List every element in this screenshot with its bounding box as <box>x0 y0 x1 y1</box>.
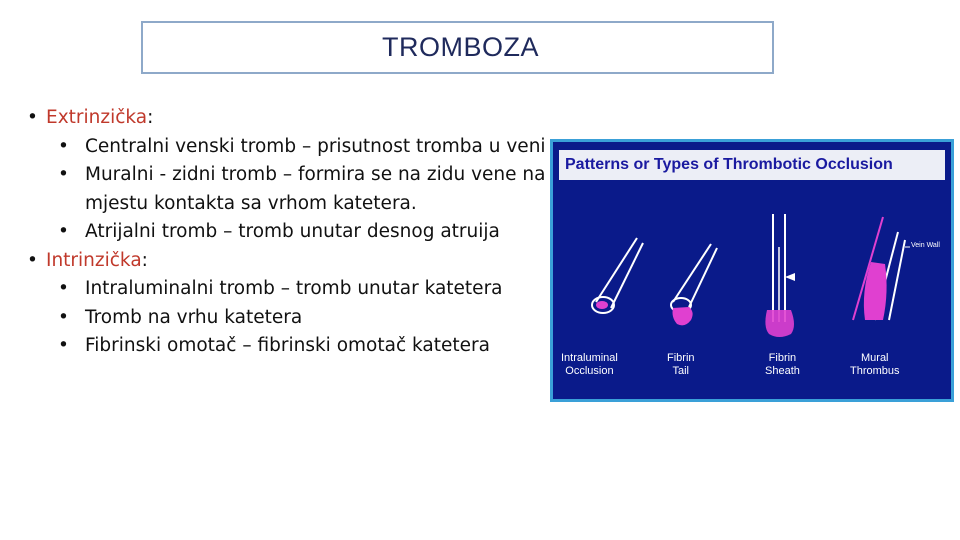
sub-bullet <box>27 304 547 333</box>
bullet-dot: • <box>27 249 38 271</box>
sub-bullet-text: Tromb na vrhu katetera <box>85 306 303 328</box>
sub-bullet-text: Centralni venski tromb – prisutnost tromba u veni <box>85 135 546 157</box>
bullet-dot: • <box>58 164 69 185</box>
label-line: Occlusion <box>565 365 614 377</box>
bullet-extrinzicka <box>27 104 547 133</box>
bullet-dot: • <box>27 107 38 128</box>
label-intraluminal-occlusion <box>561 352 618 378</box>
sub-bullet <box>27 332 547 361</box>
vein-wall-label: Vein Wall <box>911 242 940 249</box>
slide-title: TROMBOZA <box>382 32 539 62</box>
sub-bullet <box>27 161 547 218</box>
figure-title: Patterns or Types of Thrombotic Occlusion <box>565 156 893 173</box>
thrombotic-occlusion-figure <box>550 139 954 402</box>
bullet-dot: • <box>58 306 69 328</box>
bullet-colon: : <box>141 249 148 271</box>
intraluminal-occlusion-drawing <box>592 238 643 313</box>
label-fibrin-sheath <box>765 352 800 378</box>
bullet-intrinzicka <box>27 247 547 276</box>
label-line: Sheath <box>765 365 800 377</box>
sub-bullet <box>27 218 547 247</box>
label-line: Thrombus <box>850 365 900 377</box>
label-line: Fibrin <box>768 352 797 364</box>
label-fibrin-tail <box>667 352 695 378</box>
label-line: Fibrin <box>667 352 695 364</box>
bullet-list <box>27 104 547 361</box>
fibrin-sheath-drawing <box>765 214 795 337</box>
bullet-dot: • <box>58 135 69 157</box>
sub-bullet <box>27 275 547 304</box>
title-box <box>141 21 774 74</box>
sub-bullet-text: Muralni - zidni tromb – formira se na zidu vene na mjestu kontakta sa vrhom katetera. <box>85 164 546 214</box>
fibrin-tail-drawing <box>671 244 717 325</box>
sub-bullet-text: Fibrinski omotač – fibrinski omotač katetera <box>85 335 490 356</box>
label-line: Tail <box>672 365 690 377</box>
sub-bullet-text: Intraluminalni tromb – tromb unutar katetera <box>85 278 503 299</box>
bullet-dot: • <box>58 221 69 242</box>
bullet-colon: : <box>147 107 154 128</box>
bullet-dot: • <box>58 278 69 299</box>
bullet-label: Extrinzička <box>46 107 148 128</box>
label-line: Mural <box>861 352 889 364</box>
label-line: Intraluminal <box>561 352 618 364</box>
label-mural-thrombus <box>850 352 900 378</box>
bullet-label: Intrinzička <box>46 249 142 271</box>
mural-thrombus-drawing <box>853 217 910 320</box>
sub-bullet <box>27 133 547 162</box>
bullet-dot: • <box>58 335 69 356</box>
sub-bullet-text: Atrijalni tromb – tromb unutar desnog atruija <box>85 221 500 242</box>
